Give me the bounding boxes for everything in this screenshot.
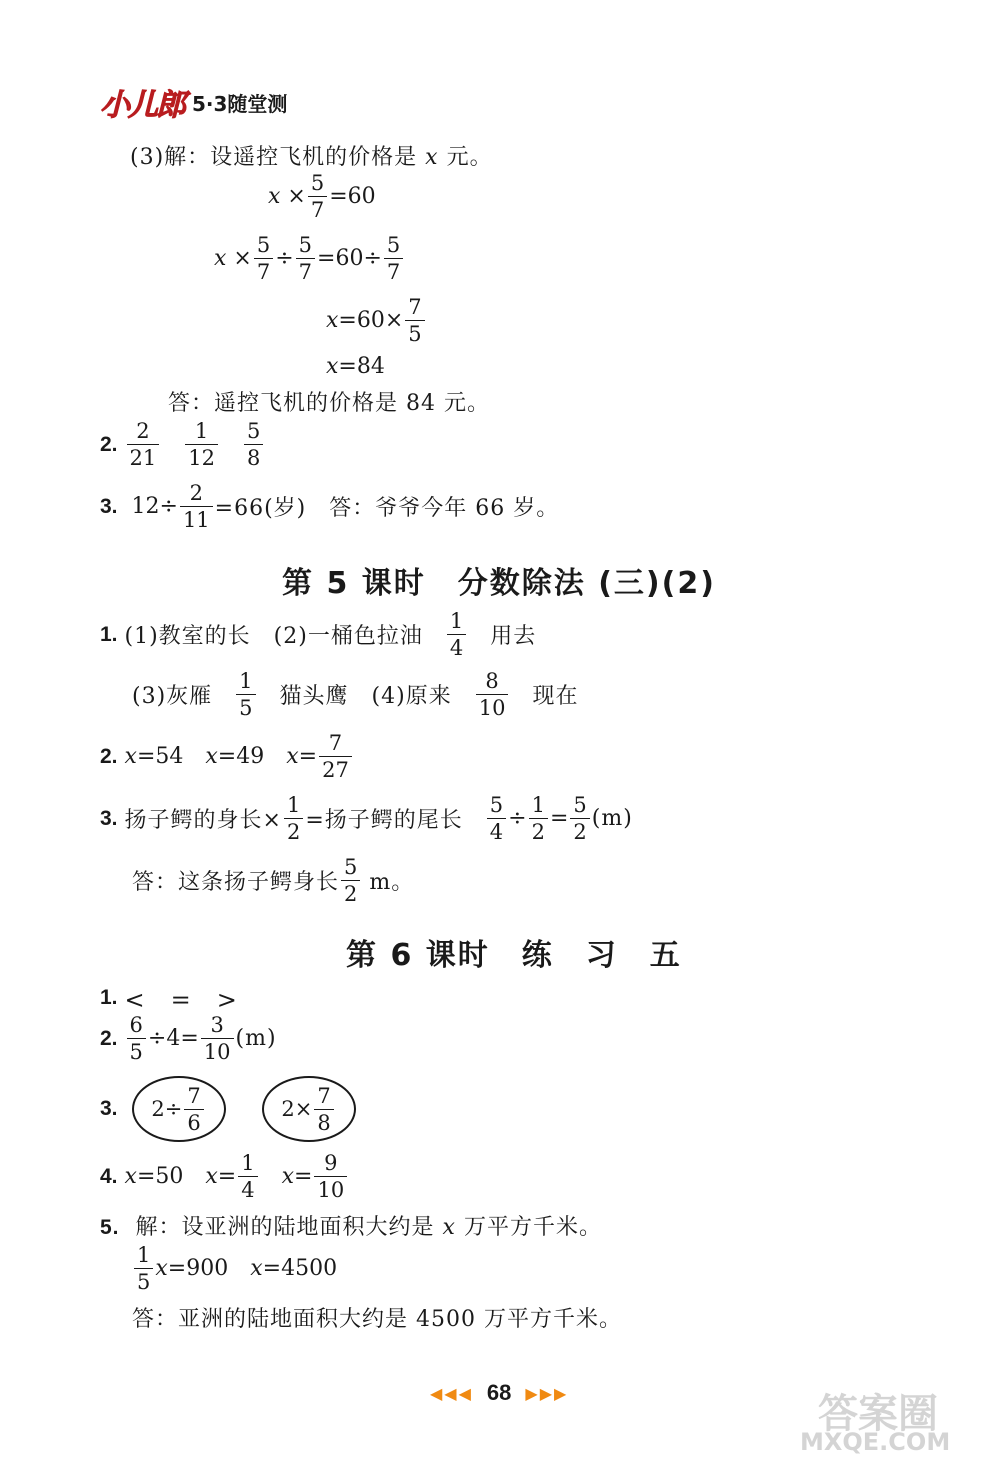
lesson5-q3: 3. 扬子鳄的身长× $\frac{1}{2}$ =扬子鳄的尾长 $\frac{5}{4}$ ÷ $\frac{1}{2}$ = $\frac{5}{2}$ (m) [100,793,633,844]
lesson5-q1-label: 1. [100,622,118,646]
lesson6-q5-equation: $\frac{1}{5}$ x =900 x =4500 [132,1244,337,1293]
watermark-logo: 答案圈 [818,1391,938,1437]
lesson6-q5-answer: 答：亚洲的陆地面积大约是 4500 万平方千米。 [132,1307,622,1332]
equation-line-2: x × $\frac{5}{7}$ ÷ $\frac{5}{7}$ =60÷ $\frac{5}{7}$ [214,234,405,283]
q2-label: 2. [100,432,118,456]
circled-expression: 2× $\frac{7}{8}$ [262,1076,356,1142]
circled-expression: 2÷ $\frac{7}{6}$ [132,1076,226,1142]
lesson5-q2: 2. x =54 x =49 x = $\frac{7}{27}$ [100,732,354,781]
watermark-url: MXQE.COM [800,1428,951,1456]
lesson6-title: 第 6 课时 练 习 五 [346,938,682,973]
lesson6-q2: 2. $\frac{6}{5}$ ÷4= $\frac{3}{10}$ (m) [100,1013,277,1064]
lesson6-q3-label: 3. [100,1097,118,1120]
equation-line-1: x × $\frac{5}{7}$ =60 [268,171,376,222]
left-arrows-icon: ◀◀◀ [430,1383,473,1403]
page-footer [430,1380,568,1406]
lesson6-q1-label: 1. [100,985,118,1009]
page-number: 68 [486,1380,512,1405]
header-logo [100,80,287,124]
lesson6-q1: 1. < = > [100,985,238,1014]
prev-q3: 3. 12÷ $\frac{2}{11}$ =66(岁) 答：爷爷今年 66 岁。 [100,481,560,532]
lesson6-q4-label: 4. [100,1164,118,1188]
lesson5-title: 第 5 课时 分数除法 (三)(2) [282,566,716,601]
equation-line-4: x =84 [326,354,385,379]
lesson5-q1-line2: (3)灰雁 $\frac{1}{5}$ 猫头鹰 (4)原来 $\frac{8}{10}$ 现在 [132,669,579,720]
lesson6-q5-label: 5. [100,1216,120,1239]
q3-label: 3. [100,494,118,518]
equation-line-3: x =60× $\frac{7}{5}$ [326,296,427,345]
right-arrows-icon: ▶▶▶ [525,1383,569,1403]
lesson5-q2-label: 2. [100,744,118,768]
lesson5-q3-answer: 答：这条扬子鳄身长 $\frac{5}{2}$ m。 [132,855,415,906]
lesson6-q3 [100,1076,356,1142]
q3-rest: =66(岁) 答：爷爷今年 66 岁。 [214,496,560,521]
lesson5-q3-label: 3. [100,806,118,830]
lesson6-q5: 5. 解：设亚洲的陆地面积大约是 x 万平方千米。 [100,1215,602,1240]
series-text: 5·3随堂测 [192,91,288,116]
logo-text: 小儿郎 [100,88,184,123]
lesson6-q2-label: 2. [100,1026,118,1050]
lesson5-q1-line1: 1. (1)教室的长 (2)一桶色拉油 $\frac{1}{4}$ 用去 [100,609,537,660]
prev-q2: 2. $\frac{2}{21}$ $\frac{1}{12}$ $\frac{5}{8}$ [100,420,265,469]
p3-answer: 答：遥控飞机的价格是 84 元。 [168,391,490,416]
p3-intro: (3)解：设遥控飞机的价格是 x 元。 [130,145,493,170]
lesson6-q4: 4. x =50 x = $\frac{1}{4}$ x = $\frac{9}{10}$ [100,1152,349,1201]
